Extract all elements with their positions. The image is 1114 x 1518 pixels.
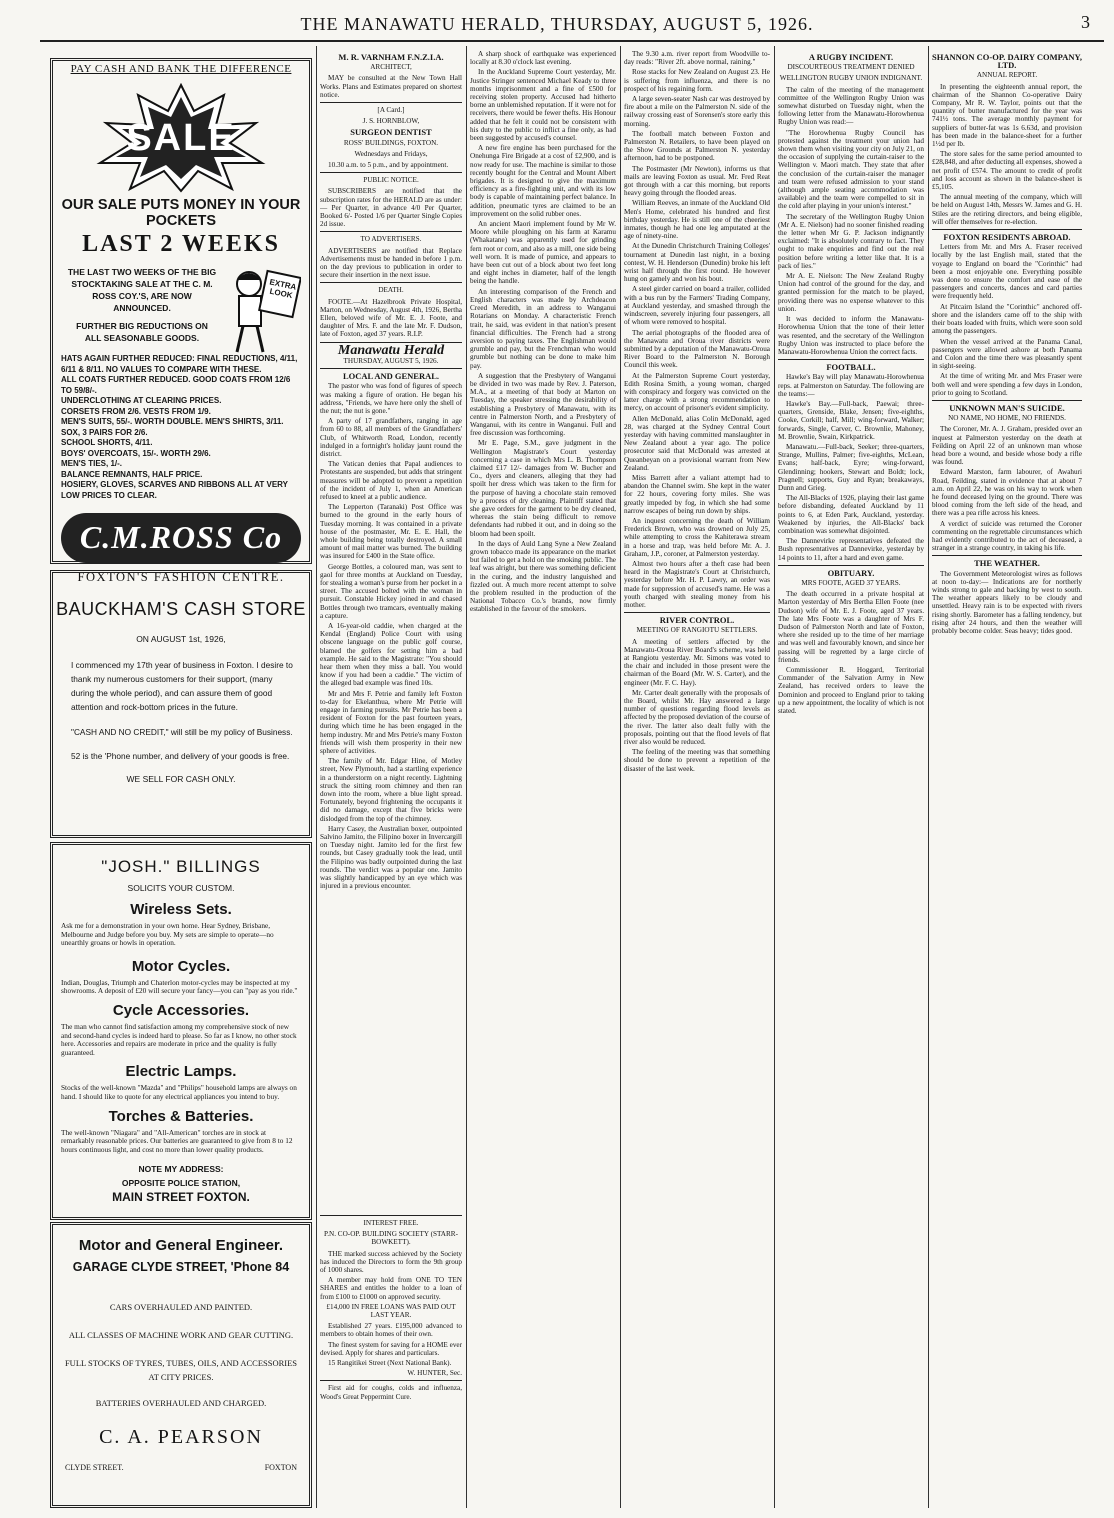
page-number: 3 bbox=[1081, 12, 1090, 32]
masthead-title: THE MANAWATU HERALD, THURSDAY, AUGUST 5, 1926. bbox=[300, 14, 814, 34]
billings-motor-heading: Motor Cycles. bbox=[131, 957, 231, 975]
river-control-heading: RIVER CONTROL. bbox=[659, 615, 735, 626]
news-paragraph: Hawke's Bay will play Manawatu-Horowhenua reps. at Palmerston on Saturday. The following are the teams:— bbox=[778, 373, 924, 398]
billings-electric-heading: Electric Lamps. bbox=[125, 1063, 237, 1081]
newsboy-icon bbox=[223, 266, 301, 356]
billings-electric-text: Stocks of the well-known "Mazda" and "Philips" household lamps are always on hand. I should like to quote for any electrical appliances you intend to buy. bbox=[61, 1083, 297, 1101]
divider bbox=[320, 102, 462, 103]
rugby-subheading: WELLINGTON RUGBY UNION INDIGNANT. bbox=[779, 74, 923, 83]
news-paragraph: Rose stacks for New Zealand on August 23. He is suffering from influenza, and there is no prospect of his regaining form. bbox=[624, 68, 770, 93]
pearson-line2: ALL CLASSES OF MACHINE WORK AND GEAR CUTTING. bbox=[68, 1330, 294, 1340]
news-paragraph: Mr A. E. Nielson: The New Zealand Rugby Union had control of the ground for the day, and granted permission for the match to be played, providing there was no expense whatever to this union. bbox=[778, 272, 924, 313]
divider bbox=[320, 231, 462, 232]
newsboy-figure bbox=[223, 266, 301, 356]
river-control-subheading: MEETING OF RANGIOTU SETTLERS. bbox=[636, 626, 758, 635]
obituary-heading: OBITUARY. bbox=[827, 567, 875, 578]
news-paragraph: An inquest concerning the death of William Frederick Brown, who was drowned on July 25, while attempting to cross the Kahiterawa stream in a horse and trap, was held before Mr. A. J. Graham, J.P., coroner, at Palmerston yesterday. bbox=[624, 516, 770, 558]
column-divider bbox=[928, 46, 929, 1508]
weather-heading: THE WEATHER. bbox=[974, 558, 1040, 569]
obituary-subheading: MRS FOOTE, AGED 37 YEARS. bbox=[801, 578, 901, 587]
ross-item: HOSIERY, GLOVES, SCARVES AND RIBBONS ALL AT VERY LOW PRICES TO CLEAR. bbox=[61, 480, 288, 500]
news-paragraph: Edward Marston, farm labourer, of Awahuri Road, Feilding, stated in evidence that at about 7 a.m. on April 22, he was on his way to work when he found deceased lying on the ground. There was blood coming from the left side of the head, and there was a pea rifle across his knees. bbox=[932, 468, 1082, 518]
bauckham-footer: WE SELL FOR CASH ONLY. bbox=[126, 774, 236, 784]
local-paragraph: Mr and Mrs F. Petrie and family left Foxton to-day for Ekelanthua, where Mr Petrie will engage in farming pursuits. Mr Petrie has been a resident of Foxton for the past fourteen years, during which time he has been engaged in the hemp industry. Mr and Mrs Petrie's many Foxton friends will wish them prosperity in their new sphere of activities. bbox=[320, 689, 462, 756]
ross-further: FURTHER BIG REDUCTIONS ON ALL SEASONABLE GOODS. bbox=[76, 321, 208, 343]
pearson-line3: FULL STOCKS OF TYRES, TUBES, OILS, AND ACCESSORIES AT CITY PRICES. bbox=[64, 1358, 298, 1382]
paper-date: THURSDAY, AUGUST 5, 1926. bbox=[343, 356, 439, 365]
interest-heading: INTEREST FREE. bbox=[363, 1219, 419, 1227]
news-paragraph: At the time of writing Mr. and Mrs Fraser were both well and were spending a few days in London, prior to going to Scotland. bbox=[932, 372, 1082, 397]
ross-logo bbox=[61, 513, 301, 563]
ross-headline1: OUR SALE PUTS MONEY IN YOUR POCKETS bbox=[61, 197, 301, 229]
billings-ad bbox=[50, 842, 312, 1220]
news-paragraph: Manawatu.—Full-back, Seeker; three-quarters, Strange, Mullins, Palmer; five-eighths, McLean, Evans; half-back, Eyre; wing-forward, Glendinning; hookers, Stewart and Boldt; lock, Pragnell; supports, Guy and Ryan; breakaways, Dunn and Grieg. bbox=[778, 442, 924, 492]
interest-body: A member may hold from ONE TO TEN SHARES and entitles the holder to a loan of from £100 to £1000 on approved security. bbox=[320, 1276, 462, 1301]
billings-cycle-text: The man who cannot find satisfaction among my comprehensive stock of new and second-hand cycles is indeed hard to please. So far as I know, no other stock here. Accessories and repairs are moderate in price and the quality is fully guaranteed. bbox=[61, 1021, 297, 1057]
sale-graphic bbox=[96, 83, 266, 193]
local-paragraph: A 16-year-old caddie, when charged at the Kendal (England) Police Court with using obscene language on the public golf course, blamed the golfers for setting him a bad example. He said to the Magistrate: "You should hear them when they miss a ball. You would know if you had been a caddie." The victim of the alleged bad example was fined 10s. bbox=[320, 621, 462, 688]
bauckham-ad bbox=[50, 570, 312, 838]
news-paragraph: The aerial photographs of the flooded area of the Manawatu and Oroua river districts were submitted by a deputation of the Manawatu-Oroua River Board to the Palmerston N. Borough Council this week. bbox=[624, 328, 770, 370]
ross-item: SCHOOL SHORTS, 4/11. bbox=[61, 438, 153, 447]
news-paragraph: Mr. Carter dealt generally with the proposals of the Board, whilst Mr. Hay answered a large number of questions regarding flood levels as affected by the proposed deviation of the course of the river. The latter also dealt fully with the proposals, pointing out that the flood levels of flat river also would be reduced. bbox=[624, 688, 770, 747]
billings-torches-heading: Torches & Batteries. bbox=[108, 1107, 254, 1125]
column-5 bbox=[778, 50, 924, 1500]
bauckham-phone: 52 is the 'Phone number, and delivery of your goods is free. bbox=[71, 751, 290, 761]
paper-nameplate: Manawatu Herald bbox=[337, 342, 445, 358]
news-paragraph: The Coroner, Mr. A. J. Graham, presided over an inquest at Palmerston yesterday on the death at Feilding on April 22 of an unknown man whose head bore a wound, and beside whose body a rifle was found. bbox=[932, 425, 1082, 467]
news-paragraph: Commissioner R. Hoggard, Territorial Commander of the Salvation Army in New Zealand, has received orders to leave the Dominion and proceed to England prior to taking up a new appointment, the locality of which is not stated. bbox=[778, 666, 924, 716]
death-heading: DEATH. bbox=[378, 286, 404, 295]
news-paragraph: In the days of Auld Lang Syne a New Zealand grown tobacco made its appearance on the market but failed to get a hold on the smoking public. The leaf was alright, but there was something deficient in the curing, and the industry languished and fizzled out. A much more recent attempt to solve the problem resulted in the production of the National Tobacco Co.'s brands, now firmly established in the favour of the smokers. bbox=[470, 539, 616, 614]
news-paragraph: The All-Blacks of 1926, playing their last game before disbanding, defeated Auckland by 11 points to 6, at Eden Park, Auckland, yesterday. Weakened by injuries, the All-Blacks' back combination was somewhat disjointed. bbox=[778, 494, 924, 535]
interest-address: 15 Rangitikei Street (Next National Bank). bbox=[328, 1359, 452, 1368]
billings-note: NOTE MY ADDRESS: bbox=[138, 1164, 224, 1175]
column-divider bbox=[466, 46, 467, 1508]
news-paragraph: Allen McDonald, alias Colin McDonald, aged 28, was charged at the Sydney Central Court yesterday with having committed manslaughter in New Zealand about a year ago. The police prosecutor said that McDonald was arrested at Queanbeyan on a provisional warrant from New Zealand. bbox=[624, 414, 770, 472]
news-paragraph: The football match between Foxton and Palmerston N. Retailers, to have been played on the Show Grounds at Palmerston N. yesterday afternoon, had to be postponed. bbox=[624, 129, 770, 163]
news-paragraph: The annual meeting of the company, which will be held on August 14th, Messrs W. James and G. H. Stiles are the retiring directors, and being eligible, will offer themselves for re-election. bbox=[932, 193, 1082, 226]
local-paragraph: The pastor who was fond of figures of speech was making a figure of oration. He began his address, "Friends, we have here only the shell of the nut; the nut is gone." bbox=[320, 382, 462, 415]
news-paragraph: In presenting the eighteenth annual report, the chairman of the Shannon Co-operative Dairy Company, Mr R. W. Taylor, points out that the quantity of butter manufactured for the year was 741½ tons. The average monthly payment for suppliers of butter-fat was 1s 6.63d, and provision has been made in the balance-sheet for a further 1½d per lb. bbox=[932, 82, 1082, 149]
suicide-heading: UNKNOWN MAN'S SUICIDE. bbox=[949, 402, 1065, 413]
interest-free-ad bbox=[320, 1212, 462, 1494]
billings-torches-text: The well-known "Niagara" and "All-American" torches are in stock at remarkably reasonable prices. Our batteries are guaranteed to give from 8 to 12 hours continuous light, and cost no more than lower quality products. bbox=[61, 1127, 293, 1154]
news-paragraph: A new fire engine has been purchased for the Onehunga Fire Brigade at a cost of £2,900, and is now ready for use. The machine is similar to those recently bought for the Central and Mount Albert brigades. It is designed to give the maximum efficiency as a fire-fighting unit, and with its low body is capable of maintaining perfect balance. In addition, pneumatic tyres are claimed to be an improvement on the solid rubber ones. bbox=[470, 144, 616, 218]
dentist-title: SURGEON DENTIST bbox=[350, 127, 432, 138]
news-paragraph: The Dannevirke representatives defeated the Bush representatives at Dannevirke, yesterday by 14 points to 11, after a hard and even game. bbox=[778, 537, 924, 562]
pearson-ad bbox=[50, 1222, 312, 1508]
ross-logo-text: C.M.ROSS Co bbox=[79, 519, 283, 555]
pearson-footer bbox=[65, 1463, 297, 1472]
news-paragraph: A suggestion that the Presbytery of Wanganui be divided in two was made by Rev. J. Paterson, M.A., at a meeting of that body at Marton on Tuesday, the speaker stressing the desirability of establishing a Presbytery of Manawatu, with its centre in Palmerston North, and a Presbytery of Wanganui, with its centre in Wanganui. Full and free discussion was forthcoming. bbox=[470, 371, 616, 438]
divider bbox=[320, 172, 462, 173]
billings-motor-text: Indian, Douglas, Triumph and Chaterlon motor-cycles may be inspected at my showrooms. A deposit of £20 will secure your fancy—you can "pay as you ride." bbox=[61, 977, 298, 996]
news-paragraph: William Reeves, an inmate of the Auckland Old Men's Home, celebrated his hundred and first birthday yesterday. He is still one of the cheeriest inmates, though he had one leg amputated at the age of ninety-nine. bbox=[624, 199, 770, 241]
news-paragraph: The death occurred in a private hospital at Marton yesterday of Mrs Bertha Ellen Foote (nee Dudson) wife of Mr. E. J. Foote, aged 37 years. The late Mrs Foote was a daughter of Mrs F. Dudson of Palmerston North and late of Foxton, where she resided up to the time of her marriage and was well and favourably known, and since her passing will be regretted by a large circle of friends. bbox=[778, 590, 924, 664]
ross-item: UNDERCLOTHING AT CLEARING PRICES. bbox=[61, 396, 222, 405]
local-paragraph: Harry Casey, the Australian boxer, outpointed Salvino Jamito, the Filipino boxer in Invercargill on Tuesday night. Jamito led for the first few rounds, but Casey gradually took the lead, until the Filipino was badly outpointed during the last rounds. The verdict was a popular one. Jamito was slightly handicapped by an eye which was injured in a previous encounter. bbox=[320, 824, 462, 891]
billings-opposite: OPPOSITE POLICE STATION, bbox=[121, 1178, 241, 1189]
news-paragraph: When the vessel arrived at the Panama Canal, passengers were allowed ashore at both Panama and Colon and the time there was pleasantly spent in sight-seeing. bbox=[932, 337, 1082, 371]
divider bbox=[320, 368, 462, 369]
pearson-line1: CARS OVERHAULED AND PAINTED. bbox=[109, 1302, 253, 1312]
billings-solicits: SOLICITS YOUR CUSTOM. bbox=[127, 883, 235, 893]
billings-cycle-heading: Cycle Accessories. bbox=[112, 1001, 250, 1019]
dentist-name: J. S. HORNBLOW, bbox=[362, 117, 420, 126]
news-paragraph: At Pitcairn Island the "Corinthic" anchored off-shore and the islanders came off to the ship with their boats loaded with fruits, which were soon sold among the passengers. bbox=[932, 302, 1082, 336]
dentist-hours: 10.30 a.m. to 5 p.m., and by appointment. bbox=[328, 161, 449, 170]
pearson-garage: GARAGE CLYDE STREET, 'Phone 84 bbox=[72, 1260, 290, 1274]
news-paragraph: The secretary of the Wellington Rugby Union (Mr A. E. Nielson) had no sooner finished reading the letter when Mr G. P. Jackson indignantly exclaimed: "It is absolutely contrary to fact. They ought to make enquiries and find out the real position before writing a letter like that. It is a pack of lies." bbox=[778, 212, 924, 270]
local-paragraph: The Lepperton (Taranaki) Post Office was burned to the ground in the early hours of Tuesday morning. It was contained in a private house of the postmaster, Mr. E. E. Hall, the whole building being totally destroyed. A small amount of mail matter was burned. The building was insured for £400 in the State office. bbox=[320, 503, 462, 561]
news-paragraph: A meeting of settlers affected by the Manawatu-Oroua River Board's scheme, was held at Rangiotu yesterday. Mr. Simons was voted to the chair and included in those present were the chairman of the Board (Mr. W. S. Carter), and the engineer (Mr. F. C. Hay). bbox=[624, 637, 770, 687]
newsboy-sign: EXTRA LOOK bbox=[268, 277, 298, 301]
local-paragraph: George Bottles, a coloured man, was sent to gaol for three months at Auckland on Tuesday, for stealing a woman's purse from her pocket in a street. The accused bolted with the woman in pursuit. Constable Hickey joined in and chased Bottles through two tramcars, eventually making a capture. bbox=[320, 562, 462, 620]
news-paragraph: Mr E. Page, S.M., gave judgment in the Wellington Magistrate's Court yesterday concerning a case in which Mrs L. B. Thompson claimed £17 12/- damages from W. Bucher and Co., dyers and cleaners, alleging that they had spoilt her dress which was taken to the firm for the purpose of having a chocolate stain removed by a process of dry cleaning. Plaintiff stated that she gave orders for the garment to be dry cleaned, whereas the stain being difficult to remove defendants had rubbed it out, and in doing so the bloom had been spoilt. bbox=[470, 439, 616, 538]
billings-wireless-text: Ask me for a demonstration in your own home. Hear Sydney, Brisbane, Melbourne and Judge before you buy. My sets are simple to operate—no unearthly groans or howls in operation. bbox=[61, 921, 274, 948]
ross-item: MEN'S SUITS, 55/-. WORTH DOUBLE. MEN'S SHIRTS, 3/11. SOX, 3 PAIRS FOR 2/6. bbox=[61, 417, 284, 437]
news-paragraph: A steel girder carried on board a trailer, collided with a bus run by the Farmers' Trading Company, at Auckland yesterday, and smashed through the windscreen, severely injuring four passengers, all of whom were removed to hospital. bbox=[624, 285, 770, 327]
pearson-title: Motor and General Engineer. bbox=[78, 1237, 284, 1254]
column-divider bbox=[620, 46, 621, 1508]
news-paragraph: The feeling of the meeting was that something should be done to prevent a repetition of the disaster of the last week. bbox=[624, 748, 770, 773]
bauckham-body: I commenced my 17th year of business in Foxton. I desire to thank my numerous customers for their support, (many during the whole period), and can assure them of good attention and rock-bottom prices in the future. bbox=[71, 660, 293, 712]
local-paragraph: The Vatican denies that Papal audiences to Protestants are suspended, but adds that stringent measures will be adopted to prevent a repetition of the incident of July 1, when an American refused to kneel at a public audience. bbox=[320, 460, 462, 501]
news-paragraph: Miss Barrett after a valiant attempt had to abandon the Channel swim. She kept in the water for 22 hours, covering forty miles. She was greatly impeded by fog, in which she had some narrow escapes of being run down by ships. bbox=[624, 473, 770, 515]
billings-address: MAIN STREET FOXTON. bbox=[112, 1190, 250, 1205]
ross-item: HATS AGAIN FURTHER REDUCED: FINAL REDUCTIONS, 4/11, 6/11 & 8/11. NO VALUES TO COMPARE WITH THESE. bbox=[61, 354, 298, 374]
varnham-body: MAY be consulted at the New Town Hall Works. Plans and Estimates prepared on shortest notice. bbox=[320, 74, 462, 99]
advertisers-heading: TO ADVERTISERS. bbox=[360, 235, 422, 244]
varnham-name: M. R. VARNHAM F.N.Z.I.A. bbox=[338, 52, 444, 62]
news-paragraph: At the Dunedin Christchurch Training Colleges' tournament at Dunedin last night, in a boxing contest, W. H. Henderson (Dunedin) broke his left wrist half through the first round. He however hung on gamely and won his bout. bbox=[624, 242, 770, 284]
pearson-footer-left: CLYDE STREET. bbox=[65, 1463, 124, 1472]
woods-ad: First aid for coughs, colds and influenza, Wood's Great Peppermint Cure. bbox=[320, 1384, 462, 1401]
column-3 bbox=[470, 50, 616, 1500]
ross-sale-ad bbox=[50, 58, 312, 584]
suicide-subheading: NO NAME, NO HOME, NO FRIENDS. bbox=[948, 414, 1066, 423]
local-general-heading: LOCAL AND GENERAL. bbox=[342, 371, 440, 382]
local-paragraph: A party of 17 grandfathers, ranging in age from 60 to 88, all members of the Grandfathers' Club, of Whitworth Road, London, recently indulged in a fortnight's holiday jaunt round the district. bbox=[320, 417, 462, 458]
ross-tagline: FOXTON'S FASHION CENTRE. bbox=[77, 570, 285, 584]
column-divider bbox=[774, 46, 775, 1508]
divider bbox=[624, 612, 770, 613]
ross-item: BALANCE REMNANTS, HALF PRICE. bbox=[61, 469, 203, 479]
pearson-line4: BATTERIES OVERHAULED AND CHARGED. bbox=[95, 1398, 267, 1408]
divider bbox=[320, 282, 462, 283]
bauckham-date: ON AUGUST 1st, 1926, bbox=[136, 634, 226, 644]
bauckham-title: BAUCKHAM'S CASH STORE bbox=[56, 599, 306, 619]
local-paragraph: The family of Mr. Edgar Hine, of Motley street, New Plymouth, had a startling experience in a thunderstorm on a night recently. Lightning struck the sitting room chimney and then ran down into the room, where a blue light spread. Fortunately, beyond frightening the occupants it did no damage, except that five bricks were dislodged from the top of the chimney. bbox=[320, 757, 462, 823]
advertisers-body: ADVERTISERS are notified that Replace Advertisements must be handed in before 1 p.m. on the day previous to publication in order to secure their insertion in the next issue. bbox=[320, 246, 462, 280]
news-paragraph: An ancient Maori implement found by Mr W. Moore while ploughing on his farm at Karamu (Whakatane) was apparently used for grinding fern root or corn, and also as a mill, one side being well worn. It is made of pumice, and appears to have been cut out of a block about two feet long and eight inches in diameter, half of the length being the handle. bbox=[470, 220, 616, 286]
news-paragraph: At the Palmerston Supreme Court yesterday, Edith Rosina Smith, a young woman, charged with conspiracy and forgery was convicted on the latter charge with a strong recommendation to mercy, on account of prisoner's evident simplicity. bbox=[624, 371, 770, 413]
varnham-title: ARCHITECT, bbox=[370, 63, 412, 72]
ross-item-list bbox=[61, 354, 303, 501]
ross-item: CORSETS FROM 2/6. VESTS FROM 1/9. bbox=[61, 406, 211, 416]
news-paragraph: The calm of the meeting of the management committee of the Wellington Rugby Union was somewhat disturbed on Tuesday night, when the following letter from the Manawatu-Horowhenua Rugby Union was read:— bbox=[778, 85, 924, 127]
divider bbox=[320, 1380, 462, 1381]
news-paragraph: Almost two hours after a theft case had been heard in the Magistrate's Court at Christchurch, yesterday before Mr. H. P. Lawry, an order was made for suppression of accused's name. He was a youth charged with stealing money from his mother. bbox=[624, 559, 770, 609]
divider bbox=[932, 400, 1082, 401]
news-paragraph: "The Horowhenua Rugby Council has protested against the treatment your union had shown them when visiting your city on July 21, on the occasion of supplying the curtain-raiser to the Wellington v. Maori match. They state that after the conclusion of the curtain-raiser the manager and team were refused admission to your stand (although ample seating accommodation was available) and the team were compelled to sit in the cold after playing in your union's interest." bbox=[778, 128, 924, 211]
news-paragraph: An interesting comparison of the French and English characters was made by Archdeacon Creed Meredith, in an address to Wanganui Rotarians on Monday. A characteristic French trait, he said, was evident in that nation's present financial difficulties. The French had a strong aversion to paying taxes. The Englishman would grumble and pay, but the Frenchman who would grumble but nothing can be done to make him pay. bbox=[470, 287, 616, 370]
death-body: FOOTE.—At Hazelbrook Private Hospital, Marton, on Wednesday, August 4th, 1926, Bertha Ellen, beloved wife of Mr. E. J. Foote, and daughter of Mrs. F. and the late Mr. F. Dudson, late of Foxton, aged 37 years. R.I.P. bbox=[320, 297, 462, 339]
news-paragraph: A sharp shock of earthquake was experienced locally at 8.30 o'clock last evening. bbox=[470, 50, 616, 67]
rugby-heading: A RUGBY INCIDENT. bbox=[808, 52, 894, 62]
pearson-footer-right: FOXTON bbox=[264, 1463, 297, 1472]
divider bbox=[320, 1215, 462, 1216]
dairy-subheading: ANNUAL REPORT. bbox=[976, 71, 1038, 80]
dairy-heading: SHANNON CO-OP. DAIRY COMPANY, LTD. bbox=[932, 52, 1082, 71]
sale-word: SALE bbox=[126, 117, 236, 159]
divider bbox=[778, 359, 924, 360]
divider bbox=[932, 555, 1082, 556]
news-paragraph: The store sales for the same period amounted to £28,848, and after deducting all expenses, showed a net profit of £574. The amount to credit of profit and loss account as shown in the balance-sheet is £5,105. bbox=[932, 150, 1082, 192]
notice-heading: PUBLIC NOTICE. bbox=[363, 176, 419, 185]
divider bbox=[932, 229, 1082, 230]
billings-wireless-heading: Wireless Sets. bbox=[130, 901, 232, 918]
column-6 bbox=[932, 50, 1082, 1500]
news-paragraph: It was decided to inform the Manawatu-Horowhenua Union that the tone of their letter was resented, and the secretary of the Wellington Rugby Union was instructed to place before the Manawatu-Horowhenua Union the correct facts. bbox=[778, 315, 924, 356]
dentist-days: Wednesdays and Fridays, bbox=[354, 149, 428, 158]
interest-society: P.N. CO-OP. BUILDING SOCIETY (STARR-BOWKETT). bbox=[324, 1230, 458, 1247]
ross-intro: THE LAST TWO WEEKS OF THE BIG STOCKTAKING SALE AT THE C. M. ROSS COY.'S, ARE NOW ANNOUNCED. bbox=[67, 267, 217, 313]
football-heading: FOOTBALL. bbox=[826, 362, 876, 373]
abroad-heading: FOXTON RESIDENTS ABROAD. bbox=[943, 232, 1071, 243]
dentist-address: ROSS' BUILDINGS, FOXTON. bbox=[343, 138, 439, 147]
news-paragraph: In the Auckland Supreme Court yesterday, Mr. Justice Stringer sentenced Michael Keady to three months imprisonment and a fine of £500 for receiving stolen property. Accused had hitherto borne an unblemished reputation. If it were not for receivers, there would be fewer thefts. His Honour added that he felt it could not be consistent with his duty to the public to inflict a fine only, as had been suggested by accused's counsel. bbox=[470, 68, 616, 143]
news-paragraph: A verdict of suicide was returned the Coroner commenting on the regrettable circumstances which had evidently contributed to the act of deceased, a stranger in a strange country, in taking his life. bbox=[932, 519, 1082, 553]
ross-headline2: LAST 2 WEEKS bbox=[82, 231, 280, 257]
interest-secretary: W. HUNTER, Sec. bbox=[407, 1369, 462, 1378]
ross-banner: PAY CASH AND BANK THE DIFFERENCE bbox=[70, 63, 292, 75]
news-paragraph: The Postmaster (Mr Newton), informs us that mails are leaving Foxton as usual. Mr. Fred Reat got through with a car this morning, but reports heavy going through the flooded areas. bbox=[624, 164, 770, 198]
column-4 bbox=[624, 50, 770, 1500]
masthead-rule bbox=[40, 40, 1104, 42]
interest-body: The finest system for saving for a HOME ever devised. Apply for shares and particulars. bbox=[320, 1340, 462, 1357]
ross-item: MEN'S TIES, 1/-. bbox=[61, 459, 123, 468]
interest-body: Established 27 years. £195,000 advanced to members to obtain homes of their own. bbox=[320, 1322, 462, 1339]
billings-title: "JOSH." BILLINGS bbox=[101, 857, 261, 876]
news-paragraph: A large seven-seater Nash car was destroyed by fire about a mile on the Palmerston N. side of the railway crossing east of Sorensen's store early this morning. bbox=[624, 95, 770, 128]
news-paragraph: Hawke's Bay.—Full-back, Paewai; three-quarters, Grenside, Blake, Jensen; five-eighths, Cooke, Corkill; half, Mill; wing-forward, Walker; forwards, Single, Carver, C. Brownlie, Mahoney, M. Brownlie, Swain, Kirkpatrick. bbox=[778, 399, 924, 441]
ross-item: BOYS' OVERCOATS, 15/-. WORTH 29/6. bbox=[61, 448, 211, 458]
ross-body bbox=[53, 266, 309, 344]
ross-item: ALL COATS FURTHER REDUCED. GOOD COATS FROM 12/6 TO 59/8/-. bbox=[61, 375, 291, 395]
pearson-name: C. A. PEARSON bbox=[99, 1426, 263, 1448]
rugby-subheading: DISCOURTEOUS TREATMENT DENIED bbox=[787, 63, 915, 72]
news-paragraph: The 9.30 a.m. river report from Woodville to-day reads: "River 2ft. above normal, raining." bbox=[624, 50, 770, 67]
card-label: [A Card.] bbox=[377, 106, 405, 115]
interest-body: THE marked success achieved by the Society has induced the Directors to form the 9th group of 1000 shares. bbox=[320, 1249, 462, 1275]
bauckham-policy: "CASH AND NO CREDIT," will still be my policy of Business. bbox=[71, 727, 293, 737]
interest-loans: £14,000 IN FREE LOANS WAS PAID OUT LAST YEAR. bbox=[326, 1302, 456, 1320]
column-divider bbox=[316, 46, 317, 1508]
news-paragraph: The Government Meteorologist wires as follows at noon to-day:— Indications are for northerly winds strong to gale and backing by west to south. The weather appears likely to be cloudy and unsettled. Heavy rain is to be expected with rivers rising shortly. Barometer has a falling tendency, but rising after 24 hours, and then the weather will probably become colder. Seas heavy; tides good. bbox=[932, 569, 1082, 635]
notice-body: SUBSCRIBERS are notified that the subscription rates for the HERALD are as under:— Per Quarter, in advance 4/0 Per Quarter, Booked 6/- Posted 1/6 per Quarter Single Copies 2d issue. bbox=[320, 187, 462, 229]
column-2 bbox=[320, 50, 462, 1150]
news-paragraph: Letters from Mr. and Mrs A. Fraser received locally by the last English mail, stated that the voyage to England on board the "Corinthic" had been a most enjoyable one. Everything possible was done to ensure the comfort and ease of the passengers and concerts, dances and card parties were frequently held. bbox=[932, 243, 1082, 301]
divider bbox=[778, 565, 924, 566]
